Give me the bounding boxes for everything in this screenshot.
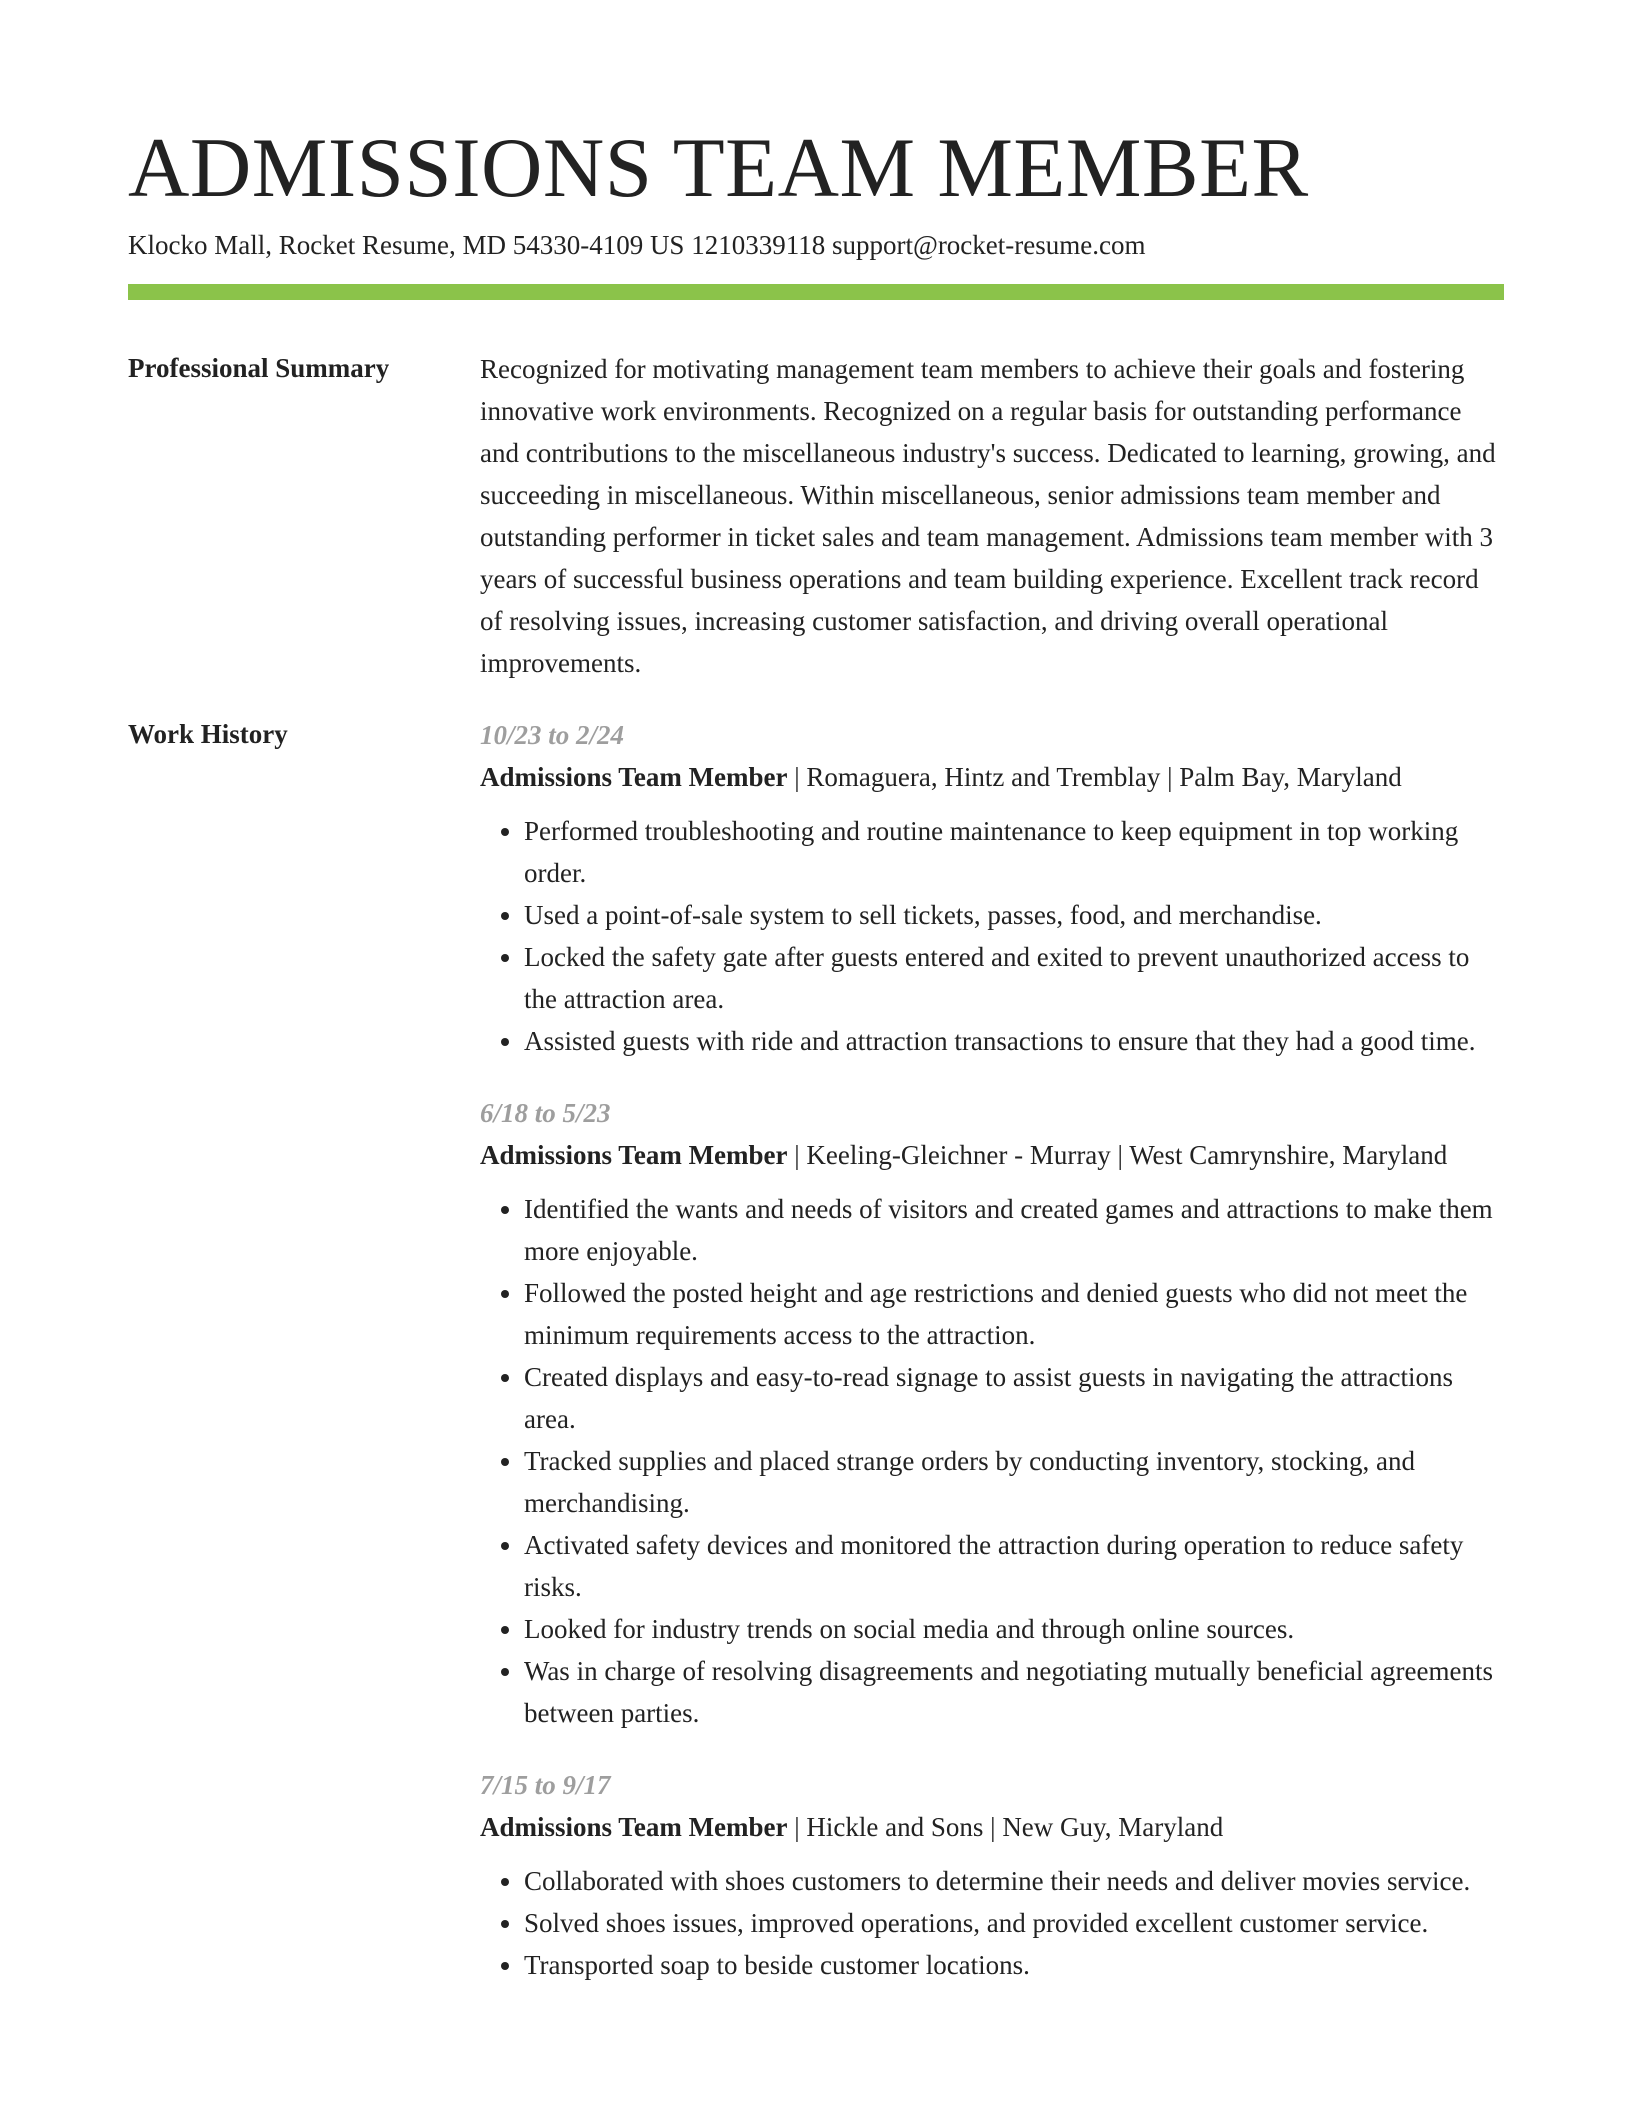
job-dates: 6/18 to 5/23 (480, 1098, 611, 1128)
job-bullet: • Solved shoes issues, improved operations, and provided excellent customer service. (524, 1902, 1504, 1944)
job-bullet: • Was in charge of resolving disagreements and negotiating mutually beneficial agreements between parties. (524, 1650, 1504, 1734)
summary-heading: Professional Summary (128, 353, 390, 383)
candidate-name: ADMISSIONS TEAM MEMBER (128, 121, 1309, 215)
job-location: New Guy, Maryland (1002, 1812, 1224, 1842)
job-title: Admissions Team Member (480, 762, 788, 792)
job-separator: | (983, 1812, 1003, 1842)
job-separator: | (787, 1812, 807, 1842)
job-company: Hickle and Sons (806, 1812, 984, 1842)
header-divider (128, 284, 1504, 300)
job-company: Keeling-Gleichner - Murray (806, 1140, 1111, 1170)
job-separator: | (1160, 762, 1180, 792)
contact-line: Klocko Mall, Rocket Resume, MD 54330-4109 US 1210339118 support@rocket-resume.com (128, 230, 1146, 260)
work-history-section (128, 714, 1504, 2016)
job-company: Romaguera, Hintz and Tremblay (806, 762, 1161, 792)
job-entry (480, 714, 1504, 1062)
work-history-list (480, 714, 1504, 2016)
job-title: Admissions Team Member (480, 1140, 788, 1170)
job-bullet: • Identified the wants and needs of visitors and created games and attractions to make them more enjoyable. (524, 1188, 1504, 1272)
job-entry (480, 1764, 1504, 1986)
job-bullet-list (480, 1188, 1504, 1734)
job-bullet: • Used a point-of-sale system to sell tickets, passes, food, and merchandise. (524, 894, 1504, 936)
summary-text: Recognized for motivating management team members to achieve their goals and fostering innovative work environments. Recognized on a regular basis for outstanding performance and contributions to the miscellaneous industry's success. Dedicated to learning, growing, and succeeding in miscellaneous. Within miscellaneous, senior admissions team member and outstanding performer in ticket sales and team management. Admissions team member with 3 years of successful business operations and team building experience. Excellent track record of resolving issues, increasing customer satisfaction, and driving overall operational improvements. (480, 354, 1496, 678)
job-heading (480, 756, 1504, 798)
work-history-heading: Work History (128, 719, 288, 749)
job-dates: 10/23 to 2/24 (480, 720, 625, 750)
summary-section (128, 348, 1504, 684)
job-bullet-list (480, 1860, 1504, 1986)
job-title: Admissions Team Member (480, 1812, 788, 1842)
job-separator: | (787, 1140, 807, 1170)
job-bullet: • Performed troubleshooting and routine maintenance to keep equipment in top working order. (524, 810, 1504, 894)
job-heading (480, 1134, 1504, 1176)
job-bullet: • Created displays and easy-to-read signage to assist guests in navigating the attractions area. (524, 1356, 1504, 1440)
job-bullet: • Assisted guests with ride and attraction transactions to ensure that they had a good time. (524, 1020, 1504, 1062)
resume-page (128, 118, 1504, 2016)
job-bullet: • Looked for industry trends on social media and through online sources. (524, 1608, 1504, 1650)
job-separator: | (1110, 1140, 1130, 1170)
job-entry (480, 1092, 1504, 1734)
job-bullet: • Tracked supplies and placed strange orders by conducting inventory, stocking, and merchandising. (524, 1440, 1504, 1524)
job-separator: | (787, 762, 807, 792)
job-bullet: • Followed the posted height and age restrictions and denied guests who did not meet the minimum requirements access to the attraction. (524, 1272, 1504, 1356)
job-bullet: • Activated safety devices and monitored the attraction during operation to reduce safety risks. (524, 1524, 1504, 1608)
job-bullet-list (480, 810, 1504, 1062)
job-dates: 7/15 to 9/17 (480, 1770, 611, 1800)
job-bullet: • Locked the safety gate after guests entered and exited to prevent unauthorized access to the attraction area. (524, 936, 1504, 1020)
job-bullet: • Collaborated with shoes customers to determine their needs and deliver movies service. (524, 1860, 1504, 1902)
job-location: West Camrynshire, Maryland (1129, 1140, 1448, 1170)
job-bullet: • Transported soap to beside customer locations. (524, 1944, 1504, 1986)
job-heading (480, 1806, 1504, 1848)
job-location: Palm Bay, Maryland (1179, 762, 1402, 792)
